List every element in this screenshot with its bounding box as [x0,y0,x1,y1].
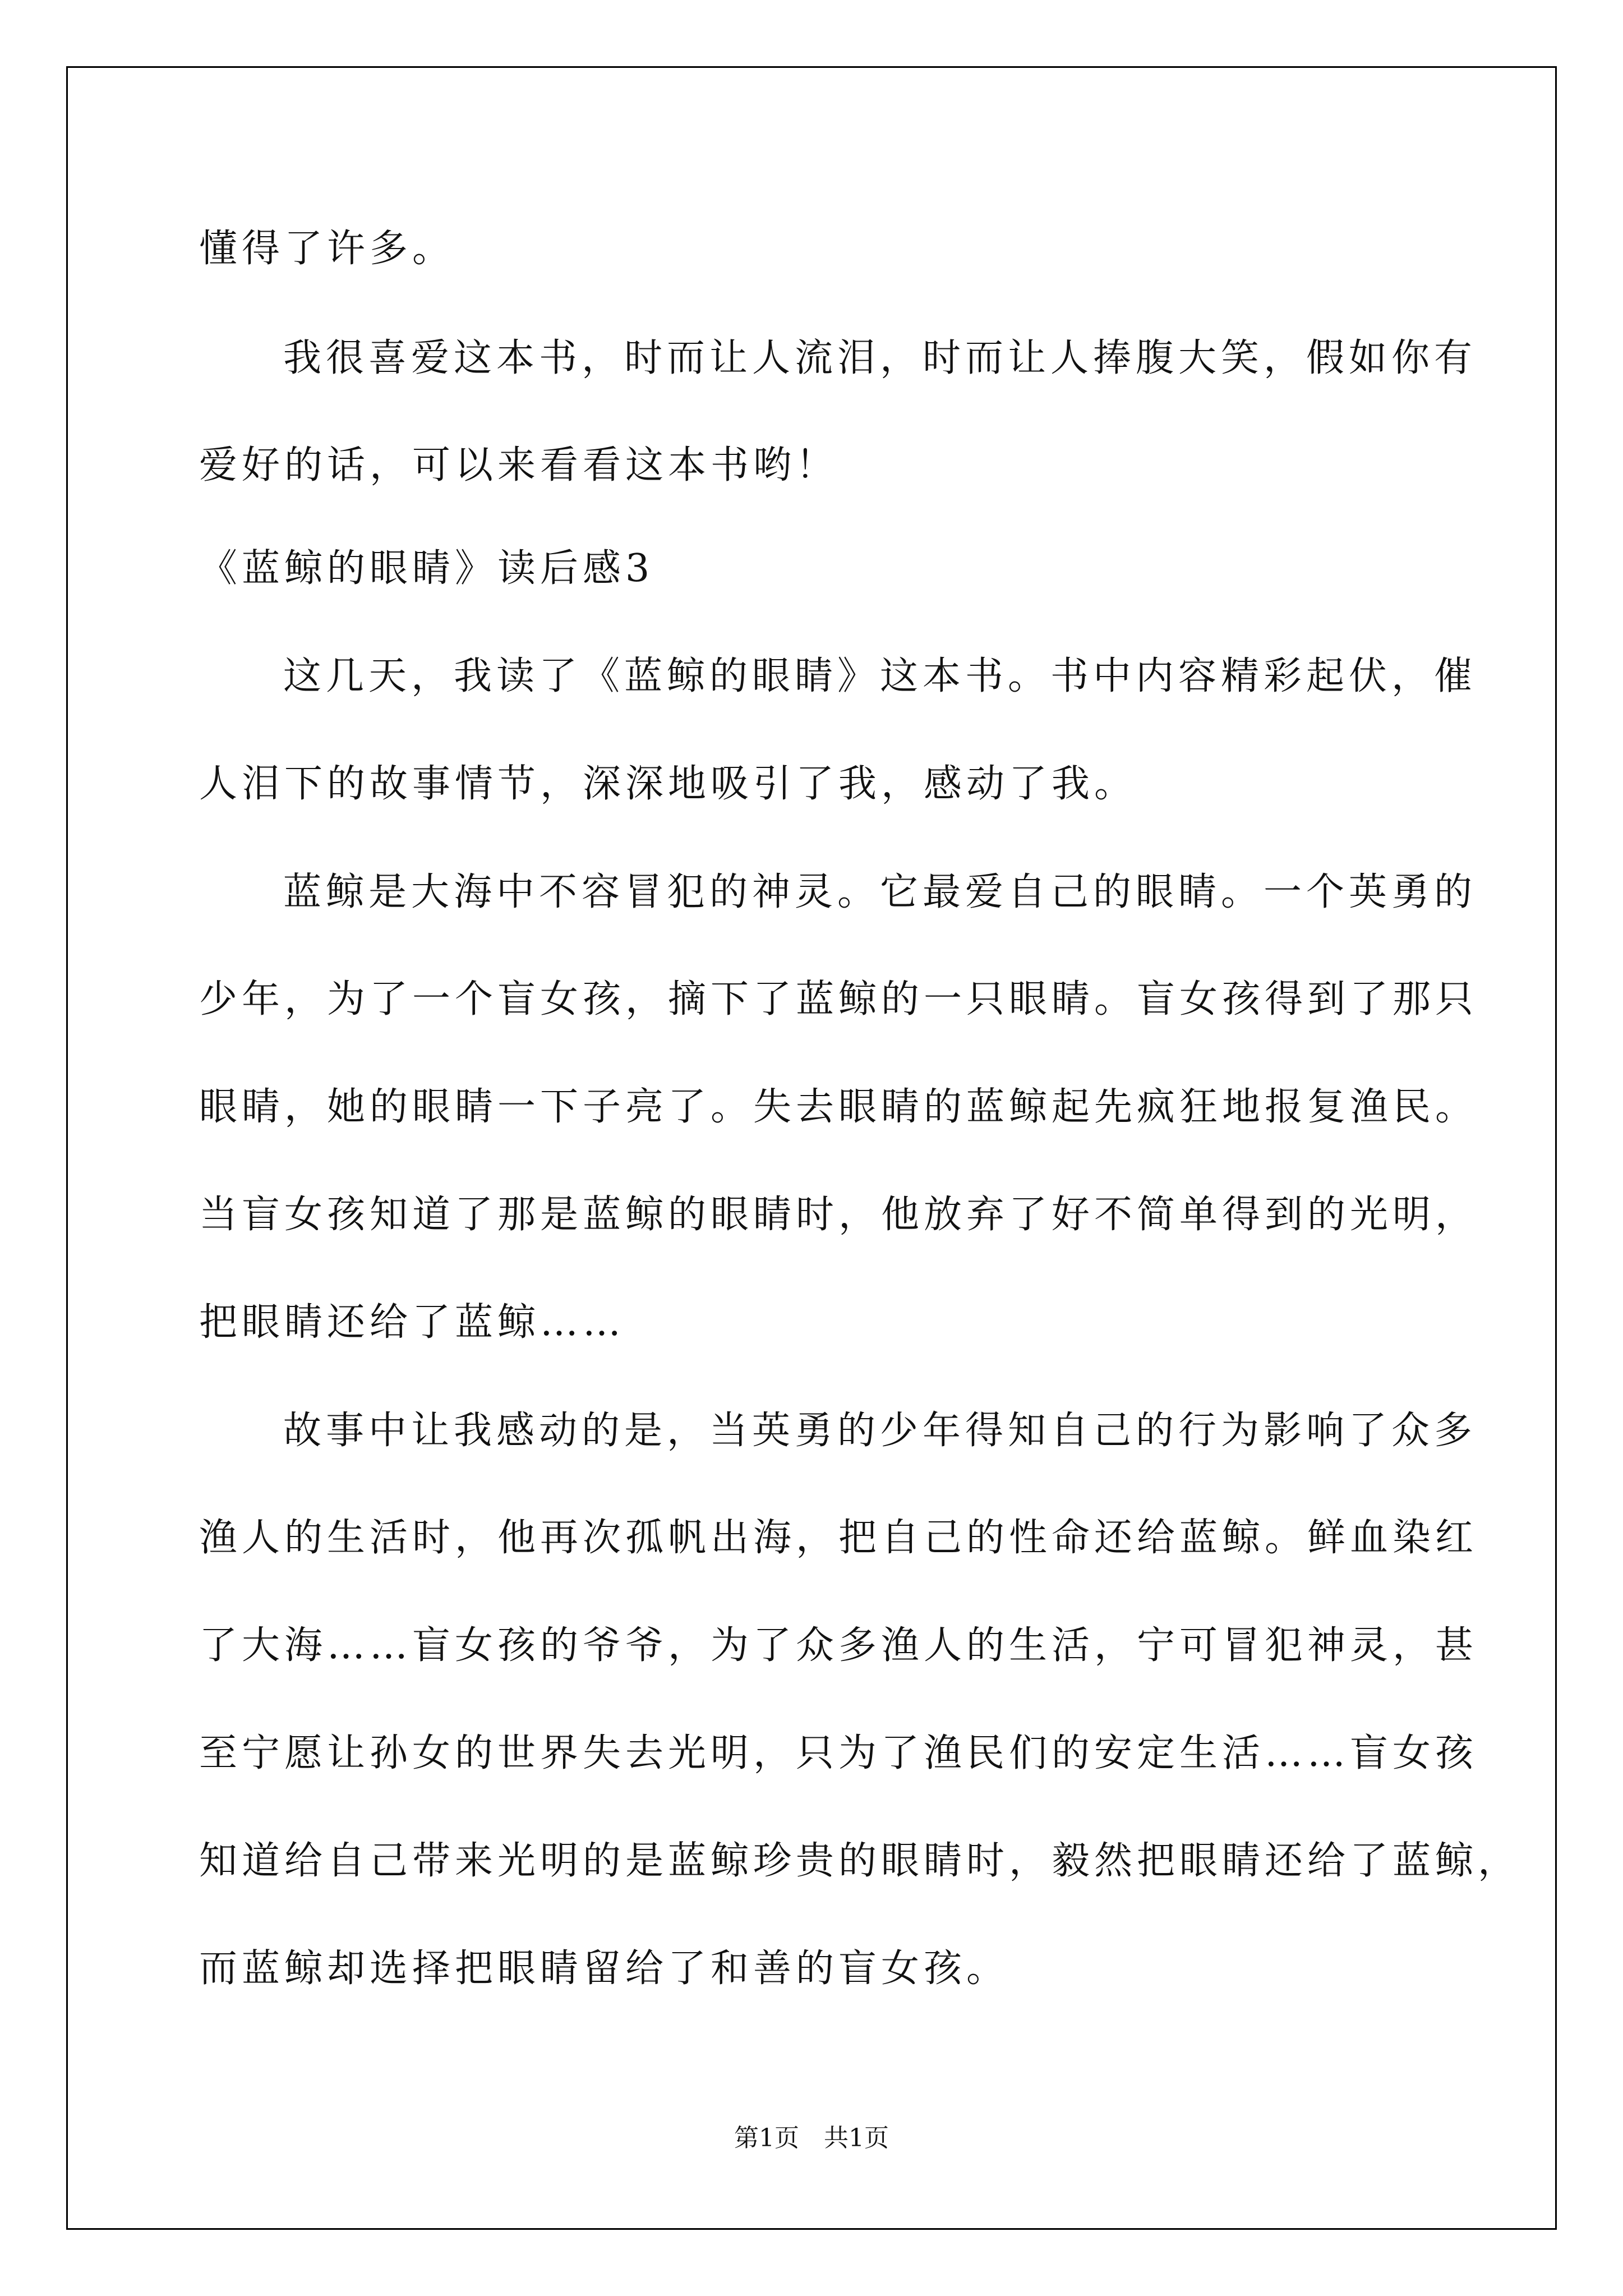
text-line: 故事中让我感动的是，当英勇的少年得知自己的行为影响了众多 [283,1409,1477,1453]
text-line: 知道给自己带来光明的是蓝鲸珍贵的眼睛时，毅然把眼睛还给了蓝鲸， [199,1839,1521,1883]
page-border [66,66,1557,2230]
text-line: 而蓝鲸却选择把眼睛留给了和善的盲女孩。 [199,1947,1009,1991]
text-line: 了大海……盲女孩的爷爷，为了众多渔人的生活，宁可冒犯神灵，甚 [199,1623,1478,1668]
text-line: 渔人的生活时，他再次孤帆出海，把自己的性命还给蓝鲸。鲜血染红 [199,1516,1478,1560]
section-heading: 《蓝鲸的眼睛》读后感3 [199,546,654,591]
text-line: 蓝鲸是大海中不容冒犯的神灵。它最爱自己的眼睛。一个英勇的 [283,870,1477,914]
text-line: 爱好的话，可以来看看这本书哟！ [199,443,839,487]
text-line: 把眼睛还给了蓝鲸…… [199,1300,626,1345]
text-line: 当盲女孩知道了那是蓝鲸的眼睛时，他放弃了好不简单得到的光明， [199,1193,1478,1237]
text-line: 人泪下的故事情节，深深地吸引了我，感动了我。 [199,762,1137,806]
text-line: 这几天，我读了《蓝鲸的眼睛》这本书。书中内容精彩起伏，催 [283,654,1477,698]
text-line: 我很喜爱这本书，时而让人流泪，时而让人捧腹大笑，假如你有 [283,336,1477,380]
text-line: 眼睛，她的眼睛一下子亮了。失去眼睛的蓝鲸起先疯狂地报复渔民。 [199,1085,1478,1129]
text-line: 懂得了许多。 [199,227,455,271]
page-footer: 第1页 共1页 [734,2124,889,2152]
text-line: 至宁愿让孙女的世界失去光明，只为了渔民们的安定生活……盲女孩 [199,1731,1478,1775]
text-line: 少年，为了一个盲女孩，摘下了蓝鲸的一只眼睛。盲女孩得到了那只 [199,977,1478,1022]
